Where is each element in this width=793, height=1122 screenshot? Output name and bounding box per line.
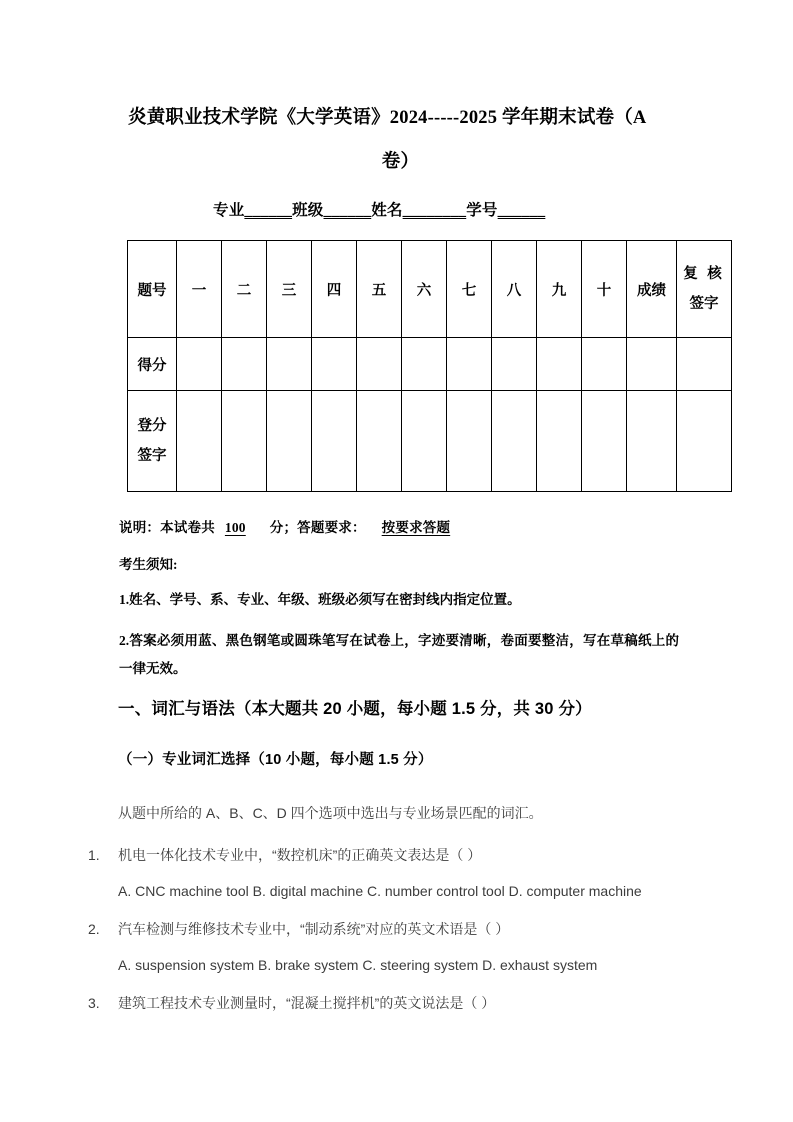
header-col-9: 九 bbox=[537, 241, 582, 338]
notice-title: 考生须知: bbox=[119, 557, 178, 572]
notice-item-1: 1.姓名、学号、系、专业、年级、班级必须写在密封线内指定位置。 bbox=[119, 592, 521, 607]
section-directions: 从题中所给的 A、B、C、D 四个选项中选出与专业场景匹配的词汇。 bbox=[118, 805, 543, 821]
signature-cell-recheck[interactable] bbox=[677, 391, 732, 492]
score-cell-7[interactable] bbox=[447, 338, 492, 391]
subsection-heading-vocabulary-choice: （一）专业词汇选择（10 小题，每小题 1.5 分） bbox=[118, 752, 433, 768]
signature-cell-3[interactable] bbox=[267, 391, 312, 492]
signature-cell-10[interactable] bbox=[582, 391, 627, 492]
header-col-total: 成绩 bbox=[627, 241, 677, 338]
header-col-1: 一 bbox=[177, 241, 222, 338]
header-col-7: 七 bbox=[447, 241, 492, 338]
table-row-score bbox=[128, 338, 732, 391]
student-id-label: 学号 bbox=[466, 202, 498, 219]
score-cell-5[interactable] bbox=[357, 338, 402, 391]
title-line-2: 卷） bbox=[381, 152, 420, 172]
question-number-1: 1. bbox=[88, 847, 100, 863]
signature-label-line-2: 签字 bbox=[137, 448, 167, 464]
requirement-blank[interactable]: 按要求答题 bbox=[381, 520, 451, 535]
explain-prefix: 说明：本试卷共 bbox=[119, 520, 215, 535]
question-item-3 bbox=[88, 994, 728, 1012]
recheck-line-1: 复 核 bbox=[683, 266, 725, 282]
signature-cell-2[interactable] bbox=[222, 391, 267, 492]
header-col-5: 五 bbox=[357, 241, 402, 338]
question-text-2: 汽车检测与维修技术专业中，“制动系统”对应的英文术语是（ ） bbox=[118, 921, 510, 937]
question-text-1: 机电一体化技术专业中，“数控机床”的正确英文表达是（ ） bbox=[118, 847, 482, 863]
table-row-header bbox=[128, 241, 732, 338]
header-col-4: 四 bbox=[312, 241, 357, 338]
signature-cell-6[interactable] bbox=[402, 391, 447, 492]
explain-middle: 分；答题要求： bbox=[269, 520, 366, 535]
exam-explain-line bbox=[119, 516, 522, 536]
recheck-line-2: 签字 bbox=[689, 296, 719, 312]
score-cell-10[interactable] bbox=[582, 338, 627, 391]
question-item-2 bbox=[88, 920, 728, 974]
major-blank[interactable]: ______ bbox=[244, 202, 293, 219]
score-cell-1[interactable] bbox=[177, 338, 222, 391]
student-id-blank[interactable]: ______ bbox=[497, 202, 546, 219]
header-row-label: 题号 bbox=[128, 241, 177, 338]
question-options-2[interactable]: A. suspension system B. brake system C. steering system D. exhaust system bbox=[118, 957, 598, 973]
header-col-2: 二 bbox=[222, 241, 267, 338]
question-stem-row-2 bbox=[88, 920, 728, 938]
header-col-3: 三 bbox=[267, 241, 312, 338]
title-line-1: 炎黄职业技术学院《大学英语》2024-----2025 学年期末试卷（A bbox=[128, 108, 647, 128]
signature-cell-total[interactable] bbox=[627, 391, 677, 492]
score-cell-9[interactable] bbox=[537, 338, 582, 391]
signature-cell-5[interactable] bbox=[357, 391, 402, 492]
signature-cell-7[interactable] bbox=[447, 391, 492, 492]
class-label: 班级 bbox=[292, 202, 324, 219]
row-label-signature bbox=[128, 391, 177, 492]
score-cell-6[interactable] bbox=[402, 338, 447, 391]
question-stem-row-3 bbox=[88, 994, 728, 1012]
score-cell-3[interactable] bbox=[267, 338, 312, 391]
header-col-recheck bbox=[677, 241, 732, 338]
signature-cell-1[interactable] bbox=[177, 391, 222, 492]
section-heading-vocabulary-grammar: 一、词汇与语法（本大题共 20 小题，每小题 1.5 分，共 30 分） bbox=[118, 700, 592, 718]
header-col-8: 八 bbox=[492, 241, 537, 338]
major-label: 专业 bbox=[213, 202, 245, 219]
score-cell-2[interactable] bbox=[222, 338, 267, 391]
score-cell-4[interactable] bbox=[312, 338, 357, 391]
question-list bbox=[88, 846, 728, 1030]
question-text-3: 建筑工程技术专业测量时，“混凝土搅拌机”的英文说法是（ ） bbox=[118, 995, 496, 1011]
name-label: 姓名 bbox=[371, 202, 403, 219]
name-blank[interactable]: ________ bbox=[402, 202, 467, 219]
signature-cell-4[interactable] bbox=[312, 391, 357, 492]
question-number-2: 2. bbox=[88, 921, 100, 937]
notice-item-2: 2.答案必须用蓝、黑色钢笔或圆珠笔写在试卷上，字迹要清晰，卷面要整洁，写在草稿纸上的一律无效。 bbox=[119, 633, 679, 676]
score-cell-recheck[interactable] bbox=[677, 338, 732, 391]
page-title bbox=[128, 96, 673, 184]
question-options-1[interactable]: A. CNC machine tool B. digital machine C. number control tool D. computer machine bbox=[118, 883, 642, 899]
student-info-line bbox=[213, 198, 545, 220]
total-points-blank[interactable]: 100 bbox=[224, 520, 246, 535]
question-item-1 bbox=[88, 846, 728, 900]
header-col-10: 十 bbox=[582, 241, 627, 338]
question-number-3: 3. bbox=[88, 995, 100, 1011]
score-cell-8[interactable] bbox=[492, 338, 537, 391]
question-stem-row-1 bbox=[88, 846, 728, 864]
table-row-signature bbox=[128, 391, 732, 492]
row-label-score: 得分 bbox=[128, 338, 177, 391]
signature-cell-8[interactable] bbox=[492, 391, 537, 492]
class-blank[interactable]: ______ bbox=[323, 202, 372, 219]
header-col-6: 六 bbox=[402, 241, 447, 338]
score-cell-total[interactable] bbox=[627, 338, 677, 391]
score-table bbox=[127, 240, 732, 492]
signature-label-line-1: 登分 bbox=[137, 418, 167, 434]
signature-cell-9[interactable] bbox=[537, 391, 582, 492]
